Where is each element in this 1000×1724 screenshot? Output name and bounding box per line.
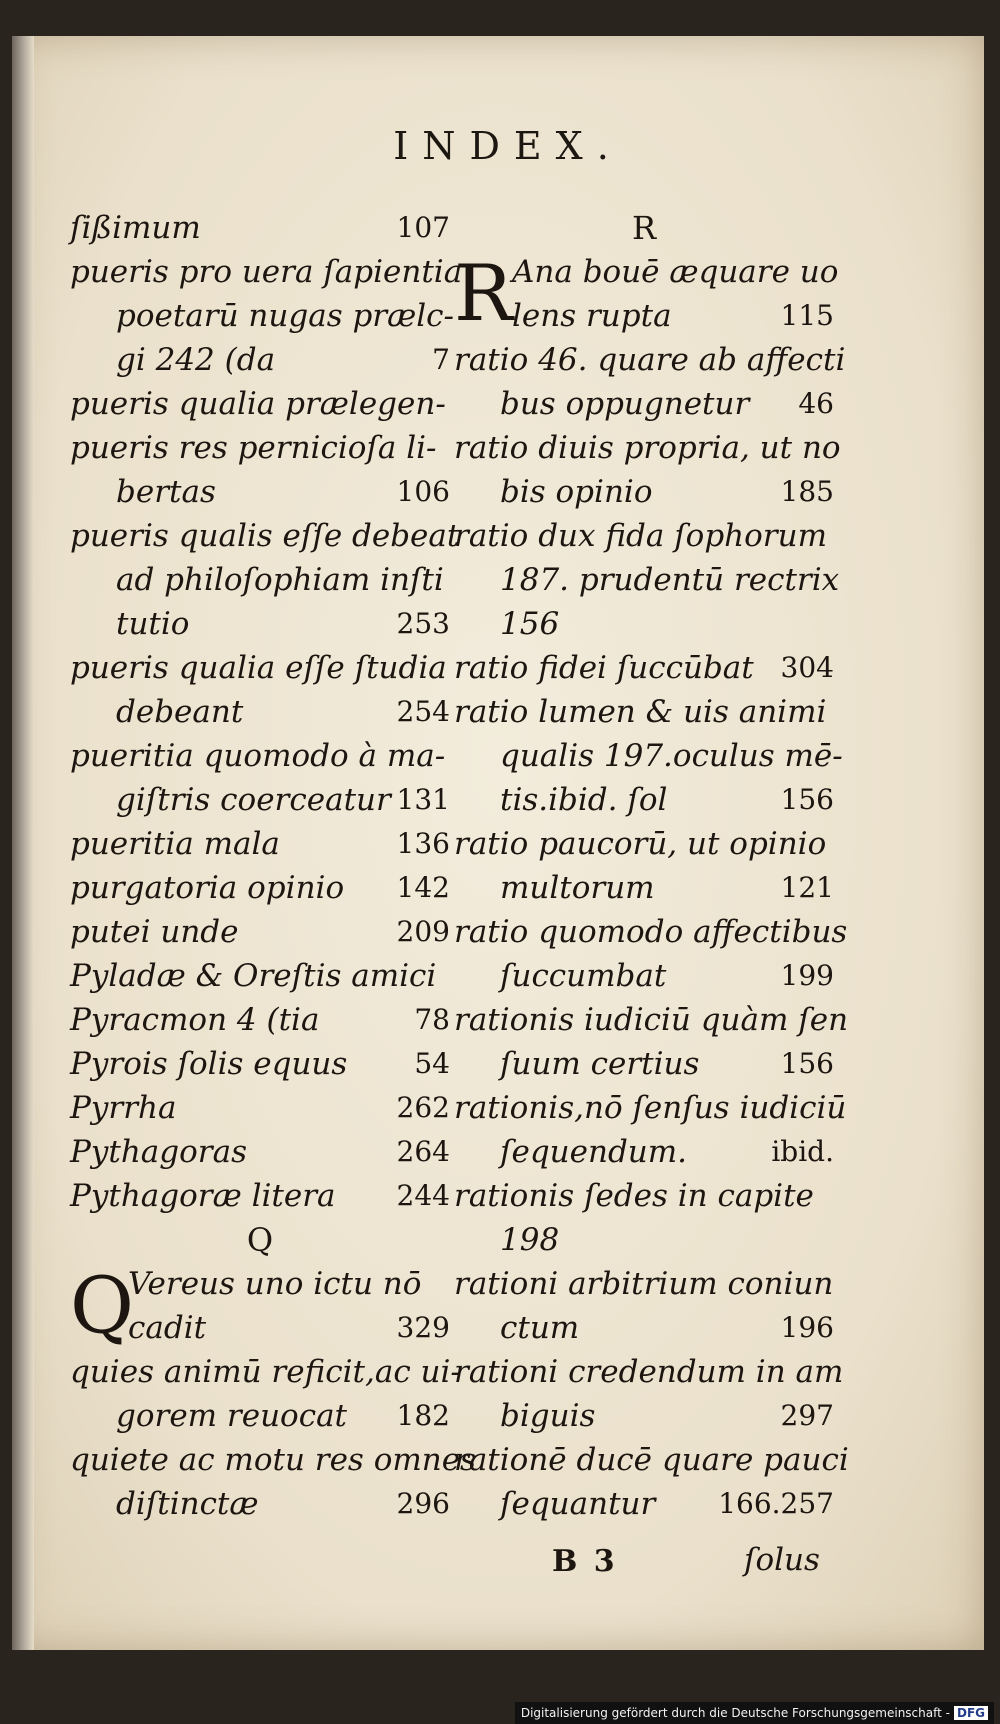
entry-text: gorem reuocat — [116, 1398, 348, 1434]
entry-page-number: 121 — [780, 871, 834, 904]
entry-text: ratio quomodo affectibus — [454, 914, 848, 950]
entry-page-number: 209 — [396, 915, 450, 948]
index-entry — [454, 1174, 834, 1218]
entry-text: 198 — [500, 1222, 560, 1258]
initial-entry — [454, 249, 839, 339]
entry-text — [128, 1306, 450, 1350]
index-entry — [70, 1086, 450, 1130]
entry-text: purgatoria opinio — [70, 870, 345, 906]
entry-page-number: 156 — [780, 1047, 834, 1080]
entry-text: ratio dux fida ſophorum — [454, 518, 827, 554]
entry-page-number: 46 — [798, 387, 834, 420]
index-entry — [454, 558, 840, 602]
entry-page-number: 54 — [414, 1047, 450, 1080]
catchword: ſolus — [744, 1542, 820, 1578]
index-entry — [454, 690, 834, 734]
entry-page-number: 296 — [396, 1487, 450, 1520]
entry-page-number: 115 — [780, 299, 834, 332]
entry-text: ctum — [500, 1310, 580, 1346]
entry-page-number: 264 — [396, 1135, 450, 1168]
section-letter-heading: Q — [246, 1221, 274, 1259]
entry-page-number: 78 — [414, 1003, 450, 1036]
entry-text: Vereus uno ictu nō — [128, 1266, 422, 1302]
entry-text: rationē ducē quare pauci — [454, 1442, 849, 1478]
index-entry — [454, 1086, 847, 1130]
entry-text-second-line: lens rupta — [512, 298, 672, 334]
entry-text: ad philoſophiam inſti — [116, 562, 444, 598]
index-entry — [454, 1262, 834, 1306]
entry-text: pueritia mala — [70, 826, 280, 862]
index-entry — [70, 1482, 450, 1526]
left-column — [70, 206, 476, 1526]
entry-page-number: 329 — [396, 1311, 450, 1344]
index-entry — [454, 1482, 834, 1526]
index-entry — [454, 822, 834, 866]
index-entry — [70, 1130, 450, 1174]
index-entry — [454, 426, 841, 470]
entry-text: rationis,nō ſenſus iudiciū — [454, 1090, 847, 1126]
index-entry — [70, 646, 450, 690]
index-entry — [454, 910, 848, 954]
entry-text: ſequendum. — [500, 1134, 687, 1170]
entry-text: Pythagoræ litera — [70, 1178, 336, 1214]
index-entry — [70, 954, 450, 998]
entry-text: Pyrois ſolis equus — [70, 1046, 348, 1082]
entry-text: ratio fidei ſuccūbat — [454, 650, 754, 686]
entry-text: pueritia quomodo à ma- — [70, 738, 446, 774]
book-page — [12, 36, 984, 1650]
entry-page-number: 253 — [396, 607, 450, 640]
entry-page-number: 131 — [396, 783, 450, 816]
entry-page-number: 185 — [780, 475, 834, 508]
index-entry — [454, 382, 834, 426]
index-entry — [70, 294, 455, 338]
section-letter-heading: R — [631, 209, 657, 247]
index-entry — [70, 866, 450, 910]
entry-text: Pyladæ & Oreſtis amici — [70, 958, 437, 994]
entry-page-number: 297 — [780, 1399, 834, 1432]
entry-text: bertas — [116, 474, 216, 510]
page-header: INDEX. — [393, 124, 623, 168]
drop-cap: R — [454, 249, 513, 339]
index-entry — [70, 998, 450, 1042]
entry-text: quiete ac motu res omnes — [70, 1442, 476, 1478]
entry-text: 156 — [500, 606, 560, 642]
entry-text: Pyrrha — [70, 1090, 177, 1126]
index-entry — [454, 514, 834, 558]
entry-page-number: 196 — [780, 1311, 834, 1344]
entry-text: pueris res pernicioſa li- — [70, 430, 437, 466]
entry-text: quies animū reficit,ac ui- — [70, 1354, 461, 1390]
index-entry — [70, 206, 450, 250]
entry-page-number: 166.257 — [718, 1487, 834, 1520]
index-entry — [70, 1174, 450, 1218]
entry-text: ſißimum — [70, 210, 201, 246]
index-entry — [454, 998, 849, 1042]
entry-text-second-line: cadit — [128, 1310, 207, 1346]
index-entry — [454, 866, 834, 910]
entry-text: ratio 46. quare ab affecti — [454, 342, 846, 378]
index-entry — [70, 822, 450, 866]
entry-text: putei unde — [70, 914, 239, 950]
index-entry — [70, 910, 450, 954]
entry-text: 187. prudentū rectrix — [500, 562, 840, 598]
entry-page-number: 244 — [396, 1179, 450, 1212]
index-entry — [70, 1438, 476, 1482]
index-entry — [454, 1350, 844, 1394]
index-entry — [70, 778, 450, 822]
index-entry — [70, 1042, 450, 1086]
entry-page-number: 107 — [396, 211, 450, 244]
index-entry — [454, 338, 846, 382]
right-column — [454, 206, 849, 1526]
index-entry — [70, 734, 450, 778]
entry-text: debeant — [116, 694, 244, 730]
entry-text: pueris qualia prælegen- — [70, 386, 446, 422]
entry-text: Ana bouē æquare uo — [512, 254, 839, 290]
entry-text: Pyracmon 4 (tia — [70, 1002, 320, 1038]
index-entry — [70, 558, 450, 602]
index-entry — [454, 1438, 849, 1482]
entry-page-number: 199 — [780, 959, 834, 992]
index-entry — [454, 1130, 834, 1174]
entry-text: ſequantur — [500, 1486, 656, 1522]
entry-text: tis.ibid. ſol — [500, 782, 668, 818]
entry-page-number: 262 — [396, 1091, 450, 1124]
index-entry — [70, 382, 450, 426]
entry-page-number: 142 — [396, 871, 450, 904]
entry-text: ſuum certius — [500, 1046, 700, 1082]
entry-page-number: ibid. — [771, 1135, 834, 1168]
entry-page-number: 7 — [432, 343, 450, 376]
entry-page-number: 106 — [396, 475, 450, 508]
entry-text: biguis — [500, 1398, 596, 1434]
index-entry — [70, 602, 450, 646]
index-entry — [70, 470, 450, 514]
entry-text: bus oppugnetur — [500, 386, 750, 422]
dfg-logo: DFG — [954, 1706, 988, 1720]
entry-text: ratio diuis propria, ut no — [454, 430, 841, 466]
entry-text: rationi arbitrium coniun — [454, 1266, 834, 1302]
entry-text: rationis iudiciū quàm ſen — [454, 1002, 849, 1038]
entry-page-number: 254 — [396, 695, 450, 728]
drop-cap: Q — [70, 1261, 134, 1351]
entry-text: ratio lumen & uis animi — [454, 694, 827, 730]
entry-text: pueris qualis eſſe debeat — [70, 518, 460, 554]
entry-page-number: 136 — [396, 827, 450, 860]
entry-text: multorum — [500, 870, 655, 906]
entry-page-number: 304 — [780, 651, 834, 684]
digitization-credit — [515, 1702, 994, 1724]
entry-text: gi 242 (da — [116, 342, 276, 378]
entry-page-number: 156 — [780, 783, 834, 816]
signature-mark: B 3 — [552, 1544, 618, 1579]
index-entry — [454, 1306, 834, 1350]
entry-text: qualis 197.oculus mē- — [500, 738, 843, 774]
entry-text: rationis ſedes in capite — [454, 1178, 814, 1214]
entry-text: ſuccumbat — [500, 958, 667, 994]
entry-text: ratio paucorū, ut opinio — [454, 826, 827, 862]
index-entry — [454, 1394, 834, 1438]
credit-text: Digitalisierung gefördert durch die Deutsche Forschungsgemeinschaft - — [520, 1706, 950, 1720]
index-entry — [454, 778, 834, 822]
entry-text: diſtinctæ — [116, 1486, 259, 1522]
index-entry — [70, 426, 450, 470]
index-entry — [70, 338, 450, 382]
initial-entry — [70, 1262, 450, 1350]
entry-text: poetarū nugas prælc- — [116, 298, 455, 334]
index-entry — [454, 1042, 834, 1086]
index-entry — [70, 1350, 461, 1394]
index-entry — [454, 470, 834, 514]
entry-text: rationi credendum in am — [454, 1354, 844, 1390]
index-entry — [70, 514, 460, 558]
entry-text: bis opinio — [500, 474, 653, 510]
entry-page-number: 182 — [396, 1399, 450, 1432]
page-gutter — [12, 36, 34, 1650]
entry-text — [512, 294, 834, 338]
index-entry — [70, 1394, 450, 1438]
index-entry — [454, 734, 843, 778]
index-entry — [70, 690, 450, 734]
entry-text: pueris pro uera ſapientia — [70, 254, 463, 290]
index-entry — [454, 646, 834, 690]
entry-text: giſtris coerceatur — [116, 782, 391, 818]
index-entry — [454, 1218, 834, 1262]
entry-text: Pythagoras — [70, 1134, 247, 1170]
index-entry — [454, 954, 834, 998]
index-entry — [70, 250, 463, 294]
index-entry — [454, 602, 834, 646]
entry-text: pueris qualia eſſe ſtudia — [70, 650, 447, 686]
entry-text: tutio — [116, 606, 190, 642]
